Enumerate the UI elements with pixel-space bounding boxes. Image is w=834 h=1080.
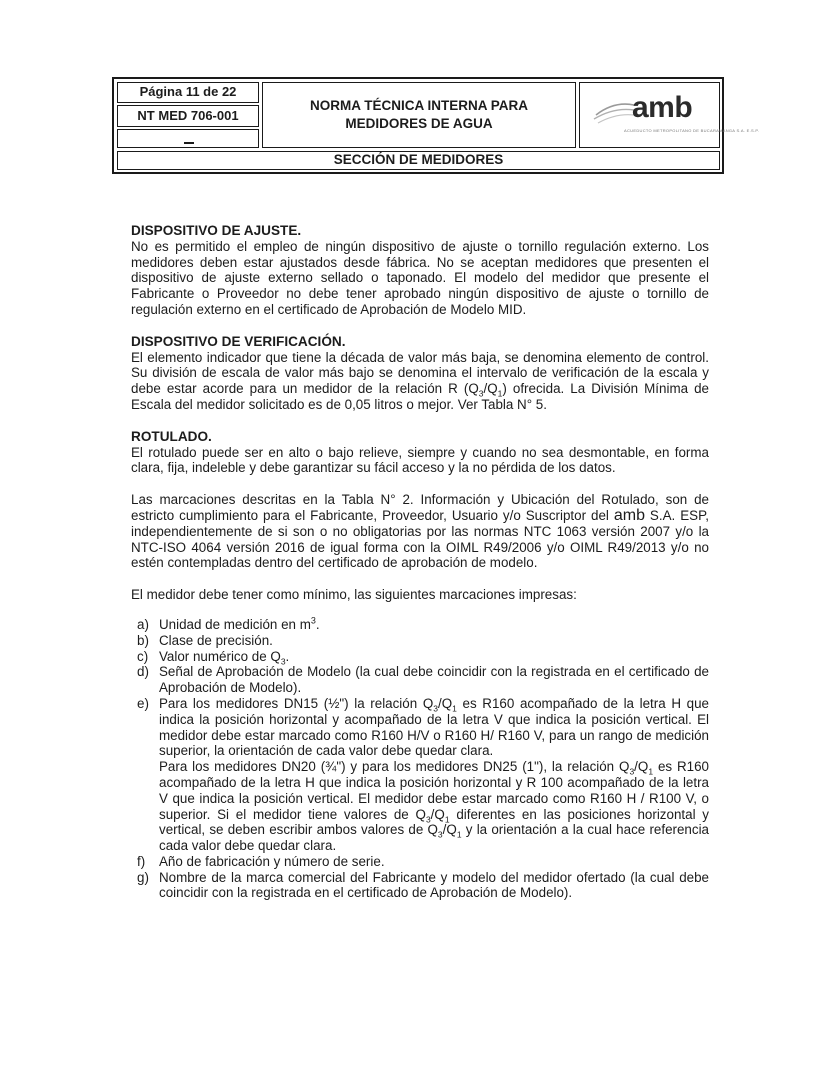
paragraph-rotulado: El rotulado puede ser en alto o bajo relieve, siempre y cuando no sea desmontable, en forma clara, fija, indeleble y debe garantizar su fácil acceso y la no pérdida de los datos.	[131, 444, 709, 476]
logo-subtitle: ACUEDUCTO METROPOLITANO DE BUCARAMANGA S.A. E.S.P.	[624, 128, 760, 133]
heading-ajuste: DISPOSITIVO DE AJUSTE.	[131, 223, 302, 238]
list-item: g) Nombre de la marca comercial del Fabricante y modelo del medidor ofertado (la cual debe coincidir con la registrada en el certificado de Aprobación de Modelo).	[137, 869, 709, 901]
list-item: e) Para los medidores DN15 (½") la relación $Q_3/Q_1$ es R160 acompañado de la letra H que indica la posición horizontal y acompañado de la letra V que indica la posición vertical. El medidor debe estar marcado como R160 H/V o R160 H/ R160 V, para un rango de medición superior, la orientación de cada valor debe quedar clara. Para los medidores DN20 (¾") y para los medidores DN25 (1"), la relación $Q_3/Q_1$ es R160 acompañado de la letra H que indica la posición horizontal y R 100 acompañado de la letra V que indica la posición vertical. El medidor debe estar marcado como R160 H / R100 V, o superior. Si el medidor tiene valores de $Q_3/Q_1$ diferentes en las posiciones horizontal y vertical, se deben escribir ambos valores de $Q_3/Q_1$ y la orientación a la cual hace referencia cada valor debe quedar clara.	[137, 695, 709, 854]
list-item: b) Clase de precisión.	[137, 632, 273, 648]
list-item: f) Año de fabricación y número de serie.	[137, 853, 385, 869]
heading-rotulado: ROTULADO.	[131, 428, 212, 444]
header-blank-cell	[117, 129, 259, 148]
amb-logo	[592, 91, 760, 137]
document-header	[112, 77, 760, 174]
company-logo-cell	[579, 82, 760, 148]
document-body	[131, 223, 709, 901]
amb-inline-mark: amb	[613, 506, 645, 524]
list-item: d) Señal de Aprobación de Modelo (la cual debe coincidir con la registrada en el certificado de Aprobación de Modelo).	[137, 664, 709, 696]
paragraph-marcaciones: Las marcaciones descritas en la Tabla N° 2. Información y Ubicación del Rotulado, son de estricto cumplimiento para el Fabricante, Proveedor, Usuario y/o Suscriptor del amb S.A. ESP, independientemente de si son o no obligatorias por las normas NTC 1063 versión 2007 y/o la NTC-ISO 4064 versión 2016 de igual forma con la OIML R49/2006 y/o OIML R49/2013 y/o no estén contempladas dentro del certificado de aprobación de modelo.	[131, 492, 709, 571]
document-title	[262, 82, 576, 148]
page-number: Página 11 de 22	[117, 82, 259, 103]
heading-verificacion: DISPOSITIVO DE VERIFICACIÓN.	[131, 333, 346, 349]
water-swoosh-icon	[592, 95, 636, 129]
marking-list	[131, 617, 709, 901]
paragraph-verificacion: El elemento indicador que tiene la década de valor más baja, se denomina elemento de control. Su división de escala de valor más bajo se denomina el intervalo de verificación de la escala y debe estar acorde para un medidor de la relación R $(Q_3/Q_1)$ ofrecida. La División Mínima de Escala del medidor solicitado es de 0,05 litros o mejor. Ver Tabla N° 5.	[131, 349, 709, 412]
document-code: NT MED 706-001	[117, 105, 259, 127]
paragraph-ajuste: No es permitido el empleo de ningún dispositivo de ajuste o tornillo regulación externo. Los medidores deben estar ajustados desde fábrica. No se aceptan medidores que presenten el dispositivo de ajuste externo sellado o taponado. El modelo del medidor que presente el Fabricante o Proveedor no debe tener aprobado ningún dispositivo de ajuste o tornillo de regulación externo en el certificado de Aprobación de Modelo MID.	[131, 238, 709, 317]
paragraph-intro-list: El medidor debe tener como mínimo, las siguientes marcaciones impresas:	[131, 587, 577, 603]
logo-wordmark: amb	[632, 91, 693, 124]
section-title: SECCIÓN DE MEDIDORES	[117, 151, 720, 170]
dash-mark	[184, 142, 194, 144]
title-line-2: MEDIDORES DE AGUA	[345, 116, 493, 131]
title-line-1: NORMA TÉCNICA INTERNA PARA	[310, 98, 528, 113]
list-item: a) Unidad de medición en $m^3$.	[137, 615, 320, 632]
list-item: c) Valor numérico de $Q_3$.	[137, 648, 290, 667]
